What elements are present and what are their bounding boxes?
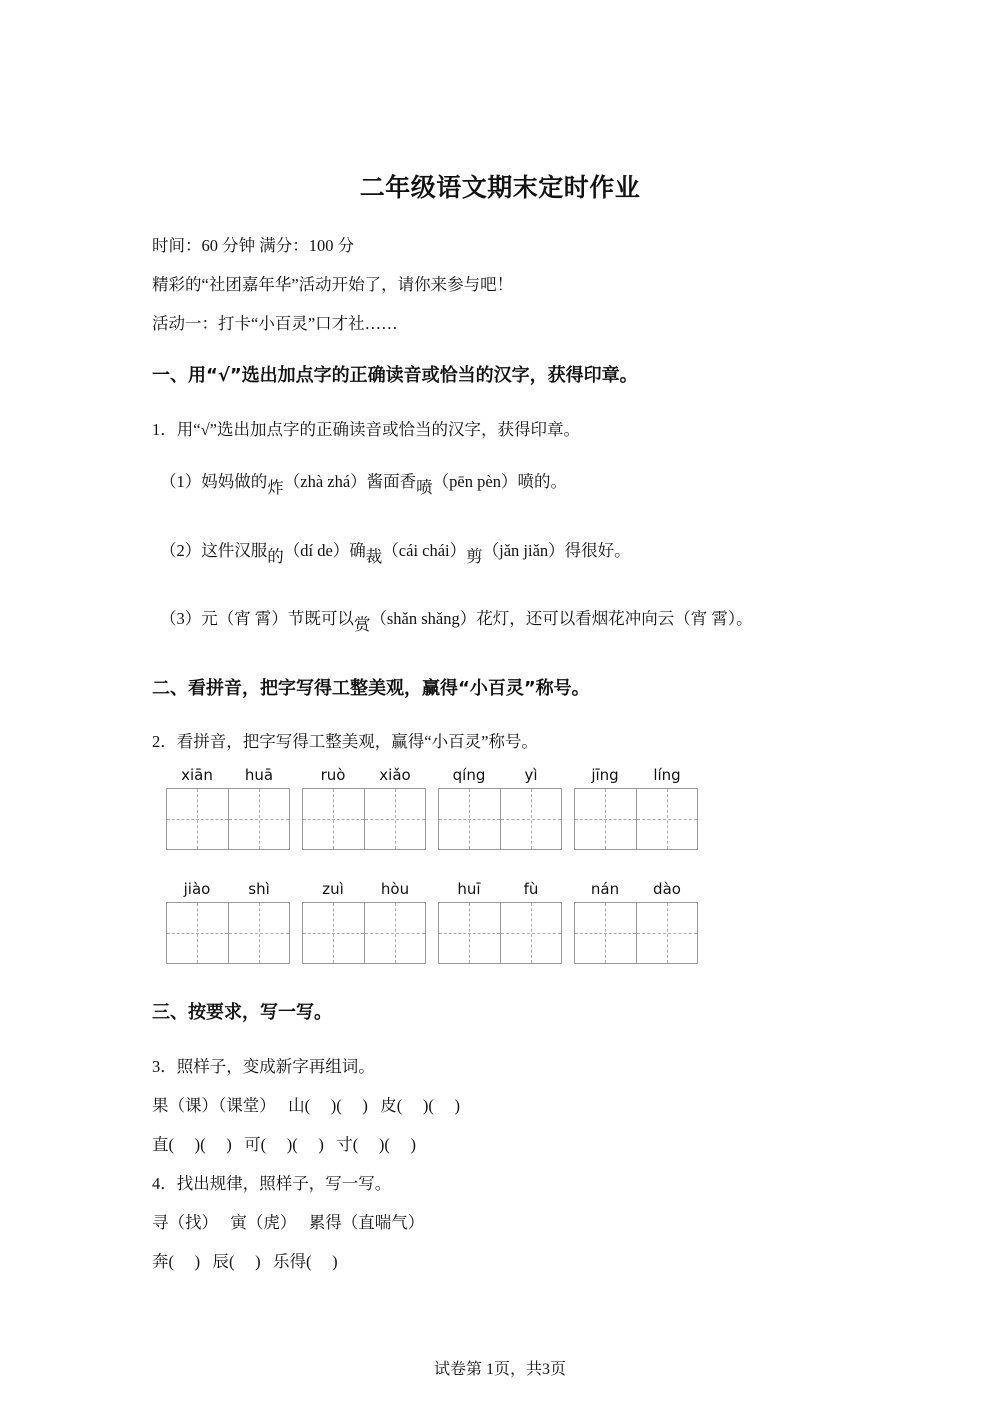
pinyin-label: dào (653, 880, 681, 898)
writing-grid[interactable] (574, 902, 698, 964)
writing-cell[interactable] (167, 789, 229, 849)
dotted-char: 赏 (353, 615, 371, 634)
writing-cell[interactable] (439, 903, 501, 963)
pinyin-label: xiān (181, 766, 213, 784)
dotted-char: 炸 (267, 478, 284, 497)
time-score-line: 时间：60 分钟 满分：100 分 (152, 236, 355, 255)
section-two-heading: 二、看拼音，把字写得工整美观，赢得“小百灵”称号。 (152, 678, 590, 699)
q3-example-line: 果（课）（课堂） 山( )( ) 皮( )( ) (152, 1096, 460, 1115)
writing-cell[interactable] (365, 903, 426, 963)
writing-cell[interactable] (303, 903, 365, 963)
writing-grid[interactable] (438, 902, 562, 964)
pinyin-label: fù (523, 880, 539, 898)
writing-cell[interactable] (637, 789, 698, 849)
pinyin-label: xiǎo (379, 766, 411, 784)
writing-cell[interactable] (575, 903, 637, 963)
writing-cell[interactable] (637, 903, 698, 963)
pinyin-label: shì (248, 880, 270, 898)
q1-item-3: （3）元（宵 霄）节既可以赏（shǎn shǎng）花灯，还可以看烟花冲向云（宵 霄）。 (160, 609, 753, 634)
q4-example-line: 寻（找） 寅（虎） 累得（直喘气） (152, 1213, 425, 1232)
writing-grid[interactable] (302, 902, 426, 964)
writing-grid[interactable] (574, 788, 698, 850)
question-2: 2．看拼音，把字写得工整美观，赢得“小百灵”称号。 (152, 732, 538, 751)
dotted-char: 裁 (365, 547, 383, 566)
question-3: 3．照样子，变成新字再组词。 (152, 1057, 375, 1076)
welcome-line: 精彩的“社团嘉年华”活动开始了，请你来参与吧！ (152, 275, 514, 294)
pinyin-label: huī (457, 880, 481, 898)
writing-cell[interactable] (229, 789, 290, 849)
pinyin-label: qíng (452, 766, 486, 784)
pinyin-label: yì (524, 766, 538, 784)
q1-item-1: （1）妈妈做的炸（zhà zhá）酱面香喷（pēn pèn）喷的。 (160, 472, 567, 497)
pinyin-label: hòu (380, 880, 410, 898)
dotted-char: 的 (267, 547, 284, 566)
pinyin-label: ruò (320, 766, 346, 784)
q4-blank-line: 奔( ) 辰( ) 乐得( ) (152, 1252, 338, 1271)
dotted-char: 剪 (466, 547, 483, 566)
writing-cell[interactable] (167, 903, 229, 963)
writing-grid[interactable] (166, 902, 290, 964)
section-three-heading: 三、按要求，写一写。 (152, 1002, 332, 1023)
writing-cell[interactable] (501, 789, 562, 849)
writing-cell[interactable] (575, 789, 637, 849)
pinyin-label: líng (653, 766, 681, 784)
writing-cell[interactable] (365, 789, 426, 849)
pinyin-label: jīng (591, 766, 619, 784)
writing-cell[interactable] (501, 903, 562, 963)
writing-grid[interactable] (438, 788, 562, 850)
writing-grid[interactable] (302, 788, 426, 850)
pinyin-label: jiào (183, 880, 211, 898)
page-footer: 试卷第 1页，共3页 (433, 1361, 566, 1378)
dotted-char: 喷 (416, 478, 433, 497)
question-1: 1．用“√”选出加点字的正确读音或恰当的汉字，获得印章。 (152, 420, 580, 439)
q1-item-2: （2）这件汉服的（dí de）确裁（cái chái）剪（jǎn jiǎn）得很好。 (160, 541, 631, 566)
q3-blank-line: 直( )( ) 可( )( ) 寸( )( ) (152, 1135, 416, 1154)
section-one-heading: 一、用“√”选出加点字的正确读音或恰当的汉字，获得印章。 (152, 365, 638, 386)
pinyin-label: zuì (322, 880, 344, 898)
pinyin-label: nán (590, 880, 620, 898)
writing-cell[interactable] (303, 789, 365, 849)
writing-cell[interactable] (229, 903, 290, 963)
pinyin-label: huā (244, 766, 274, 784)
writing-grid[interactable] (166, 788, 290, 850)
writing-cell[interactable] (439, 789, 501, 849)
page-title: 二年级语文期末定时作业 (359, 173, 641, 202)
activity-one-line: 活动一：打卡“小百灵”口才社…… (152, 314, 398, 333)
question-4: 4．找出规律，照样子，写一写。 (152, 1174, 392, 1193)
